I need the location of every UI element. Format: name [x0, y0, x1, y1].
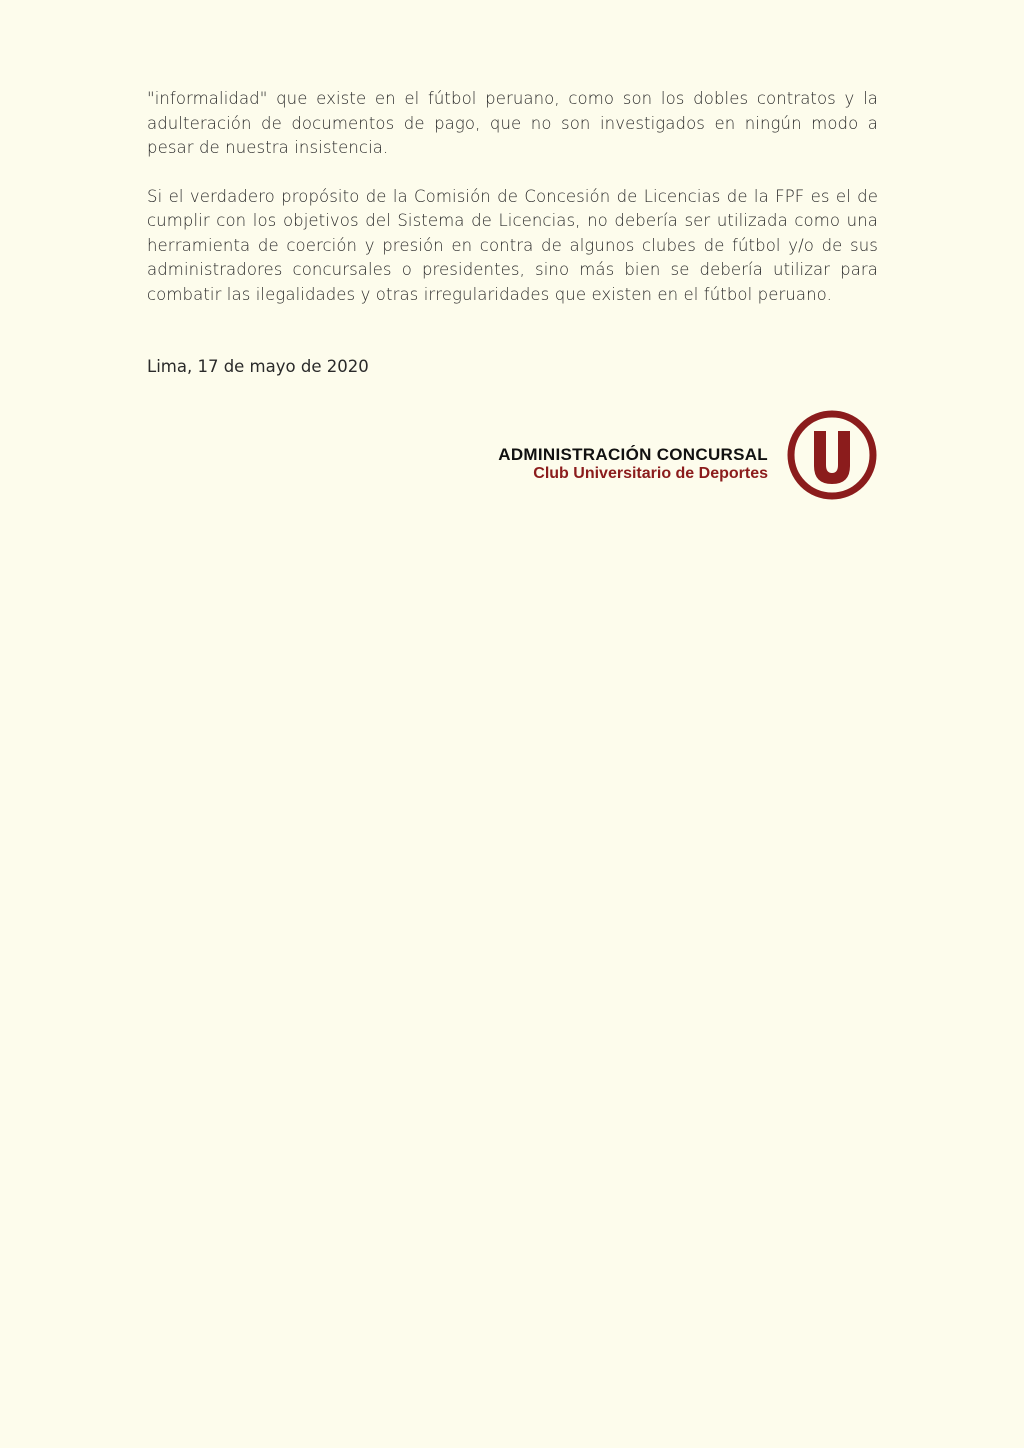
signature-title: ADMINISTRACIÓN CONCURSAL [498, 445, 768, 464]
signature-club-name: Club Universitario de Deportes [533, 465, 768, 482]
paragraph: "informalidad" que existe en el fútbol peruano, como son los dobles contratos y la adulteración de documentos de pago, que no son investigados en ningún modo a pesar de nuestra insistencia. [147, 89, 878, 157]
document-body [147, 87, 878, 307]
signature-text [498, 445, 768, 483]
universitario-u-logo-icon [786, 409, 878, 501]
paragraph: Si el verdadero propósito de la Comisión de Concesión de Licencias de la FPF es el de cumplir con los objetivos del Sistema de Licencias, no debería ser utilizada como una herramienta de coerción y presión en contra de algunos clubes de fútbol y/o de sus administradores concursales o presidentes, sino más bien se debería utilizar para combatir las ilegalidades y otras irregularidades que existen en el fútbol peruano. [147, 186, 878, 304]
signature-block [486, 409, 878, 503]
date-line: Lima, 17 de mayo de 2020 [147, 357, 369, 376]
